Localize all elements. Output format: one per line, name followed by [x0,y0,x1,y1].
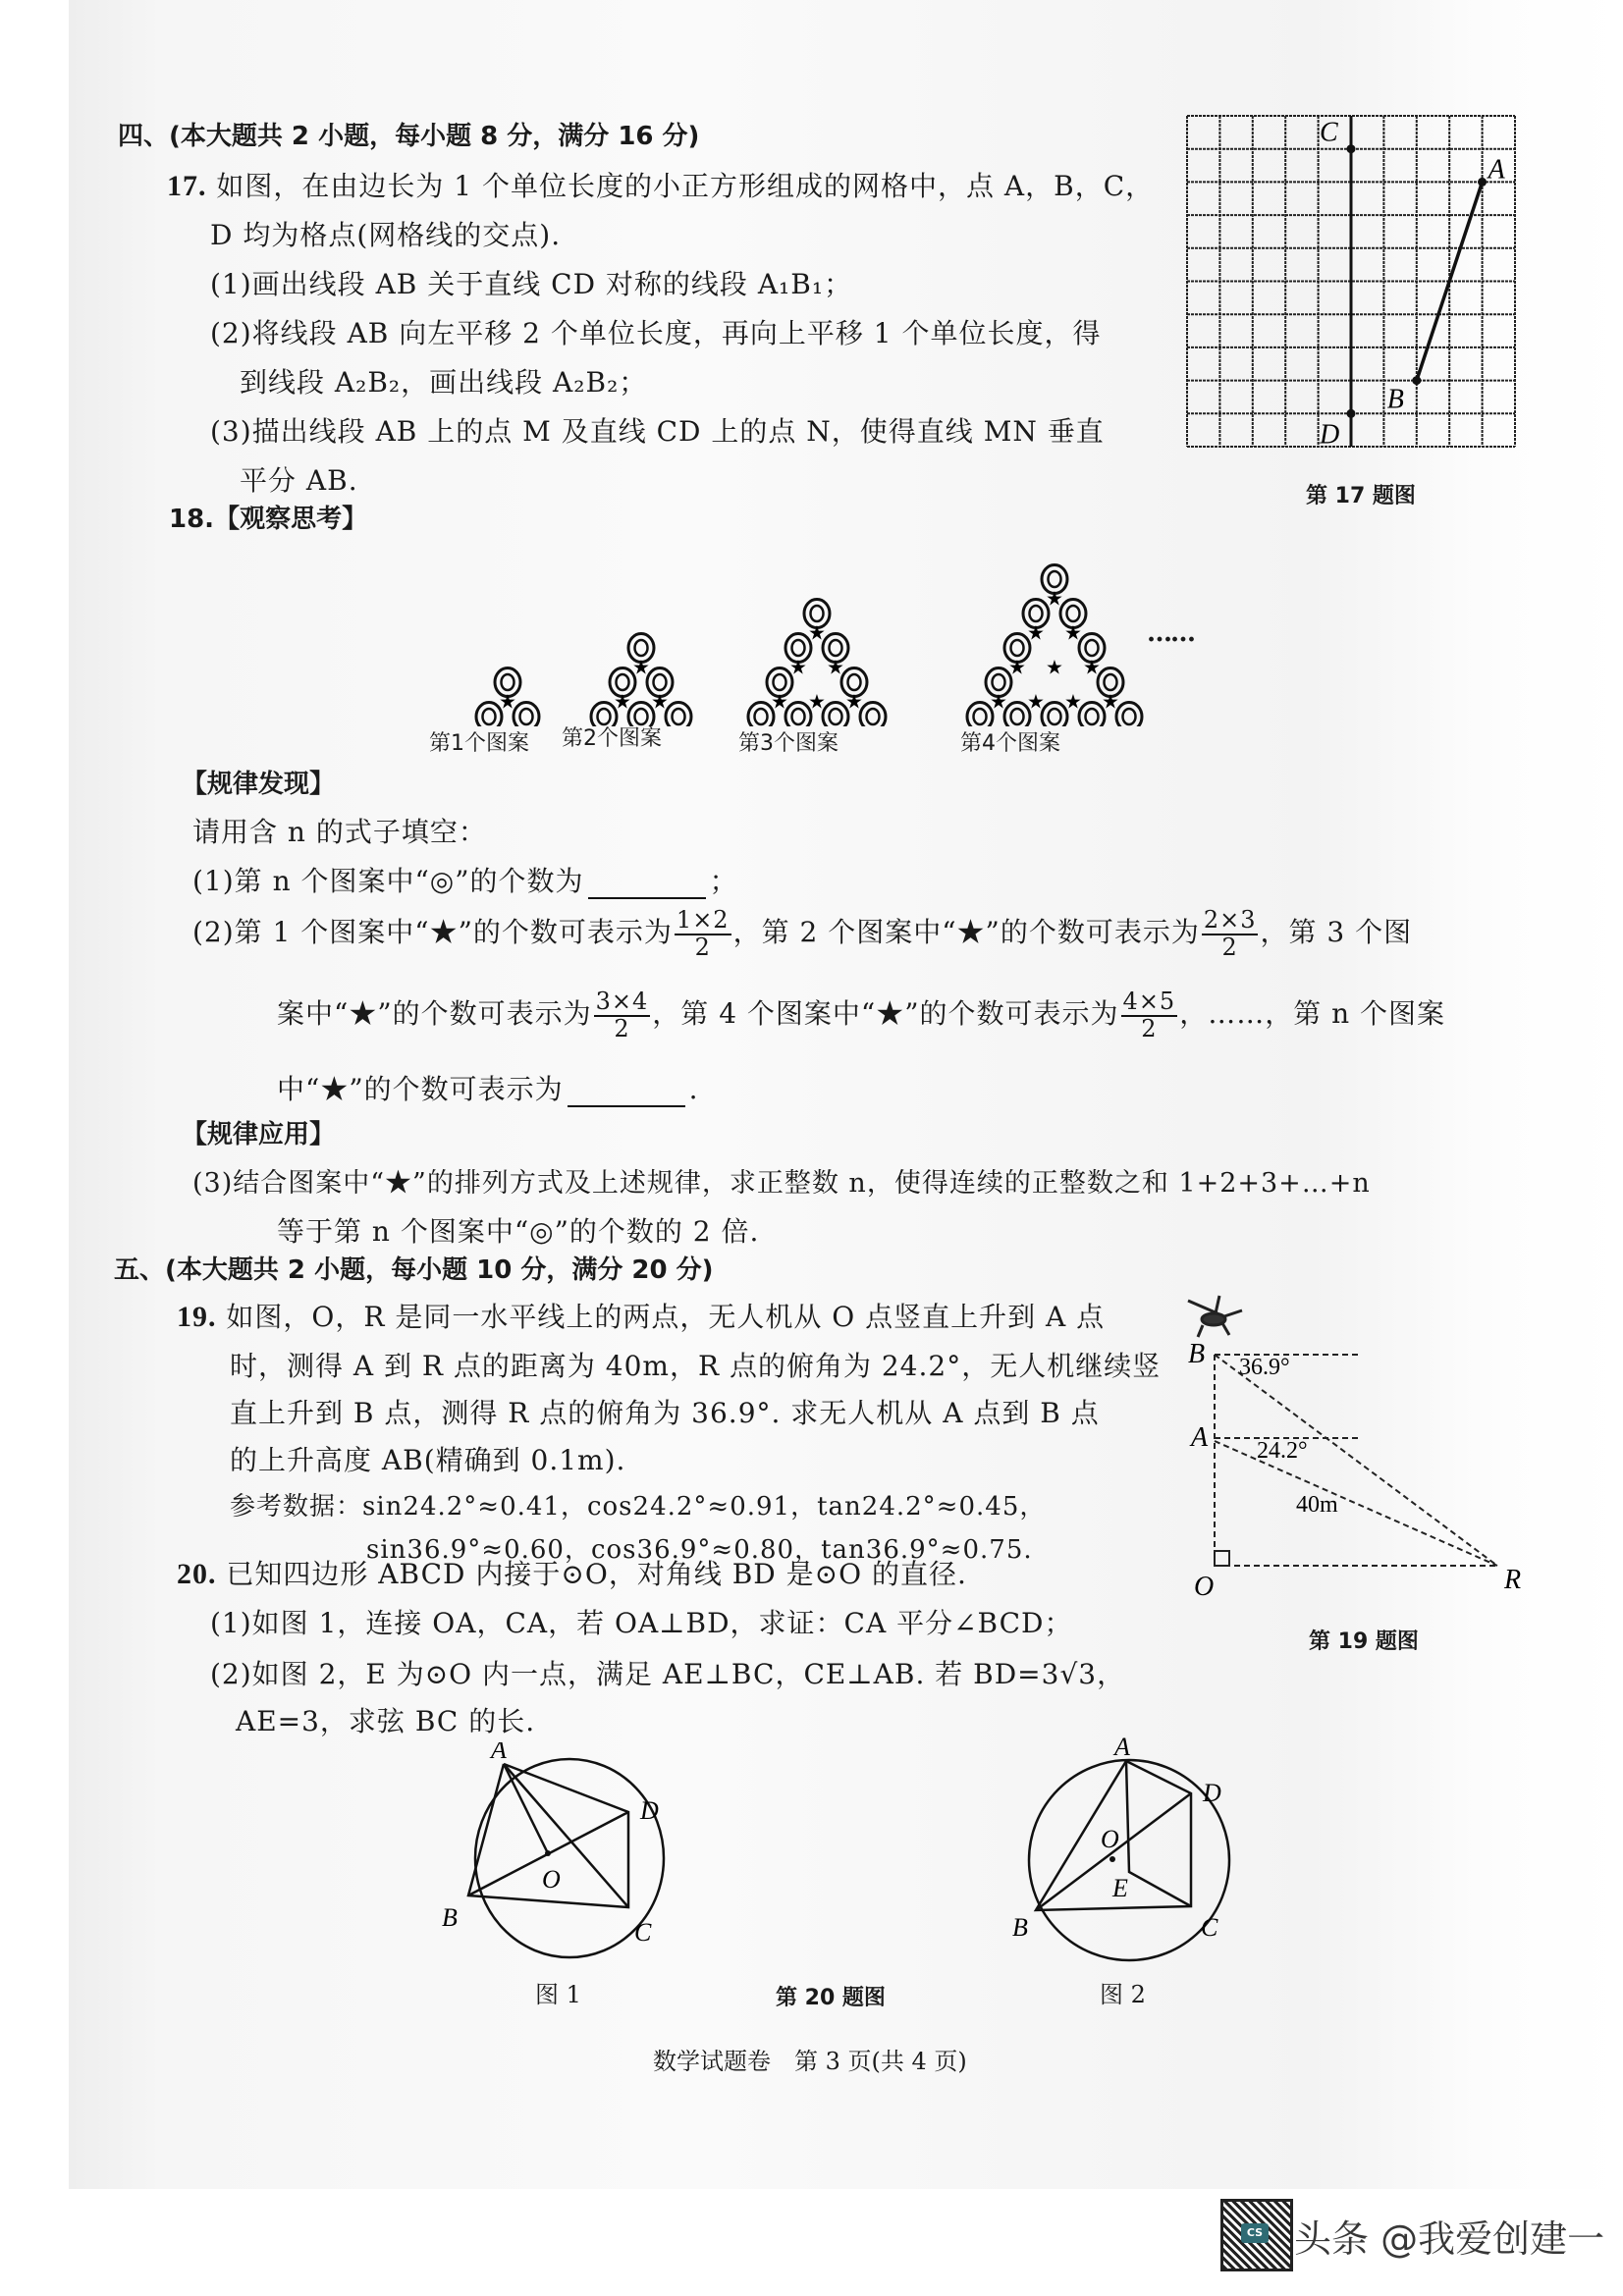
pattern-4-caption: 第4个图案 [960,731,1060,756]
svg-text:★: ★ [1064,622,1082,645]
angle-label-A: 24.2° [1257,1438,1308,1464]
q19-reference-data-line1: 参考数据：sin24.2°≈0.41，cos24.2°≈0.91，tan24.2°≈0.45， [230,1492,1047,1522]
q20-figure-caption: 第 20 题图 [776,1986,886,2010]
q18-ellipsis: …… [1147,618,1194,648]
fraction-1x2-over-2: $\frac{1\times 2}{2}$ [676,906,730,961]
grid-point-C [1347,144,1356,153]
right-angle-mark [1215,1551,1229,1566]
grid-label-A: A [1488,154,1505,186]
svg-text:D: D [640,1796,659,1825]
q17-stem-line1: 17. 如图，在由边长为 1 个单位长度的小正方形组成的网格中，点 A，B，C， [167,170,1155,202]
svg-text:★: ★ [1064,691,1082,714]
q17-grid-figure [1178,103,1532,461]
q18-part1: (1)第 n 个图案中“◎”的个数为 ； [192,865,738,897]
q17-figure-caption: 第 17 题图 [1306,484,1416,508]
page-footer: 数学试题卷 第 3 页(共 4 页) [653,2048,967,2075]
svg-text:★: ★ [1027,691,1045,714]
angle-label-B: 36.9° [1239,1355,1290,1380]
q18-discover-title: 【规律发现】 [182,770,336,799]
grid-point-B [1412,376,1421,385]
grid-point-D [1347,409,1356,418]
svg-text:C: C [634,1918,652,1947]
point-label-R: R [1504,1565,1522,1595]
svg-text:O: O [1101,1825,1119,1853]
svg-text:★: ★ [771,691,788,714]
svg-text:★: ★ [1046,588,1063,611]
q18-part3-line2: 等于第 n 个图案中“◎”的个数的 2 倍. [277,1215,760,1248]
q20-figure1-caption: 图 1 [535,1981,581,2008]
svg-text:★: ★ [499,691,516,714]
q20-part2-line1: (2)如图 2，E 为⊙O 内一点，满足 AE⊥BC，CE⊥AB. 若 BD=3√3， [210,1658,1126,1690]
q19-reference-data-line2: sin36.9°≈0.60，cos36.9°≈0.80，tan36.9°≈0.75. [366,1535,1033,1565]
svg-text:★: ★ [845,691,863,714]
q17-number: 17. [167,170,207,202]
section4-heading: 四、(本大题共 2 小题，每小题 8 分，满分 16 分) [118,122,700,151]
cs-badge: CS [1241,2223,1269,2243]
distance-label: 40m [1296,1492,1338,1518]
q19-line1: 19. 如图，O，R 是同一水平线上的两点，无人机从 O 点竖直上升到 A 点 [177,1301,1106,1333]
svg-text:O: O [542,1865,561,1894]
qr-code-icon [1220,2199,1293,2271]
svg-text:★: ★ [1046,657,1063,679]
svg-text:★: ★ [632,657,650,679]
q17-part3-line1: (3)描出线段 AB 上的点 M 及直线 CD 上的点 N，使得直线 MN 垂直 [210,415,1105,448]
q18-patterns-figure [412,530,1257,726]
q20-stem: 20. 已知四边形 ABCD 内接于⊙O，对角线 BD 是⊙O 的直径. [177,1558,967,1590]
svg-text:E: E [1112,1874,1128,1902]
svg-text:A: A [491,1742,507,1764]
svg-text:★: ★ [808,691,826,714]
q19-line3: 直上升到 B 点，测得 R 点的俯角为 36.9°. 求无人机从 A 点到 B 点 [230,1397,1100,1429]
svg-text:★: ★ [990,691,1007,714]
svg-text:★: ★ [1102,691,1119,714]
svg-text:★: ★ [827,657,844,679]
grid-label-D: D [1320,419,1340,451]
q17-part3-line2: 平分 AB. [240,464,358,497]
q20-number: 20. [177,1558,217,1590]
section5-heading: 五、(本大题共 2 小题，每小题 10 分，满分 20 分) [114,1255,714,1285]
svg-text:★: ★ [651,691,669,714]
pattern-3-caption: 第3个图案 [738,731,839,756]
q19-number: 19. [177,1301,217,1333]
q18-number: 18. [169,505,215,534]
q18-part3-line1: (3)结合图案中“★”的排列方式及上述规律，求正整数 n，使得连续的正整数之和 1+2+3+…+n [192,1168,1371,1199]
q18-instruction: 请用含 n 的式子填空： [192,816,487,848]
point-label-B: B [1188,1339,1206,1369]
q17-part2-line1: (2)将线段 AB 向左平移 2 个单位长度，再向上平移 1 个单位长度，得 [210,317,1102,349]
fraction-2x3-over-2: $\frac{2\times 3}{2}$ [1203,906,1257,961]
drone-icon [1188,1296,1242,1337]
point-label-A: A [1191,1422,1209,1453]
q19-figure-caption: 第 19 题图 [1309,1629,1419,1654]
point-label-O: O [1194,1572,1215,1600]
grid-label-C: C [1320,117,1338,148]
watermark-text: 头条 @我爱创建一 [1294,2217,1605,2261]
q19-line4: 的上升高度 AB(精确到 0.1m). [230,1444,626,1476]
q18-title: 18.【观察思考】 [169,505,368,534]
svg-text:C: C [1201,1913,1218,1942]
q20-part1: (1)如图 1，连接 OA，CA，若 OA⊥BD，求证：CA 平分∠BCD； [210,1607,1073,1639]
svg-text:★: ★ [614,691,631,714]
q20-figure2-caption: 图 2 [1100,1981,1146,2008]
q20-figure1 [432,1742,697,1968]
q18-part2-line2: 案中“★”的个数可表示为 $\frac{3\times 4}{2}$ ，第 4 个图案中“★”的个数可表示为 $\frac{4\times 5}{2}$ ，……，第 n 个图案 [277,988,1446,1042]
fraction-3x4-over-2: $\frac{3\times 4}{2}$ [595,988,649,1042]
q19-line2: 时，测得 A 到 R 点的距离为 40m，R 点的俯角为 24.2°，无人机继续竖 [230,1350,1162,1382]
svg-text:B: B [1012,1913,1028,1942]
q17-part2-line2: 到线段 A₂B₂，画出线段 A₂B₂； [240,366,648,399]
q18-part2-line1: (2)第 1 个图案中“★”的个数可表示为 $\frac{1\times 2}{2}$ ，第 2 个图案中“★”的个数可表示为 $\frac{2\times 3}{2}$ ，第 3 个图 [192,906,1413,961]
q18-part2-line3: 中“★”的个数可表示为 . [277,1073,699,1105]
svg-text:★: ★ [789,657,807,679]
svg-text:★: ★ [1083,657,1101,679]
svg-text:B: B [442,1903,458,1932]
pattern-1-caption: 第1个图案 [429,731,529,756]
svg-text:★: ★ [1008,657,1026,679]
grid-point-A [1478,178,1487,187]
svg-text:★: ★ [1027,622,1045,645]
fraction-4x5-over-2: $\frac{4\times 5}{2}$ [1122,988,1176,1042]
grid-label-B: B [1386,384,1404,415]
q17-part1: (1)画出线段 AB 关于直线 CD 对称的线段 A₁B₁； [210,268,853,300]
q18-apply-title: 【规律应用】 [182,1120,336,1149]
q18-part2-answer-blank[interactable] [568,1078,685,1107]
q20-part2-line2: AE=3，求弦 BC 的长. [236,1705,536,1737]
svg-text:A: A [1114,1737,1130,1761]
svg-text:D: D [1203,1779,1221,1807]
q17-stem-line2: D 均为格点(网格线的交点). [210,219,562,251]
q19-drone-figure [1159,1276,1551,1600]
q20-figure2 [1006,1737,1271,1973]
svg-text:★: ★ [808,622,826,645]
q18-part1-answer-blank[interactable] [588,870,706,899]
pattern-2-caption: 第2个图案 [562,726,662,751]
